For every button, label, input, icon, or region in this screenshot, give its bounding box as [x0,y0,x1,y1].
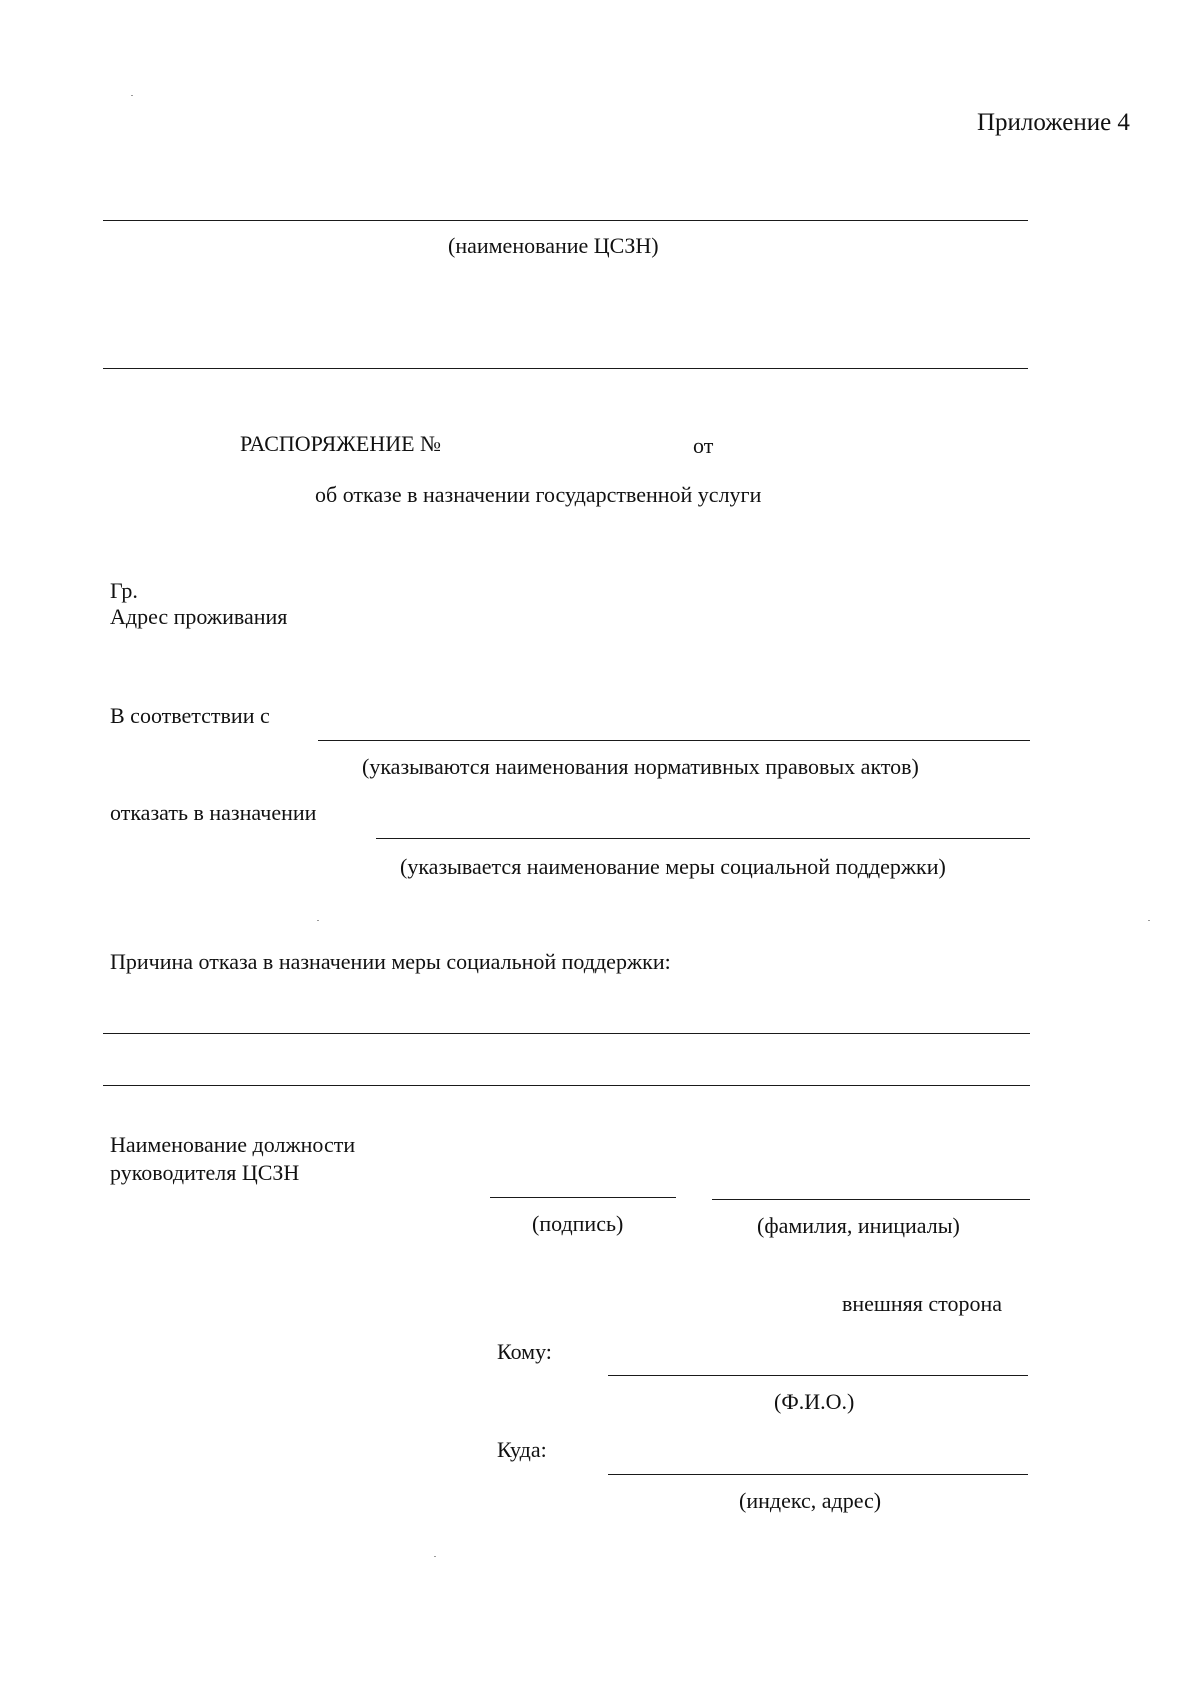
org-second-line[interactable] [103,368,1028,369]
where-line[interactable] [608,1474,1028,1475]
position-line-1: Наименование должности [110,1132,356,1157]
signature-caption: (подпись) [532,1211,624,1236]
signature-line[interactable] [490,1197,676,1198]
reason-label: Причина отказа в назначении меры социальной поддержки: [110,949,671,974]
reason-line-2[interactable] [103,1085,1030,1086]
scan-speck [1148,920,1150,921]
name-caption: (фамилия, инициалы) [757,1213,960,1238]
refusal-label: отказать в назначении [110,800,317,825]
where-caption: (индекс, адрес) [739,1488,882,1513]
to-label: Кому: [497,1339,552,1364]
refusal-line[interactable] [376,838,1030,839]
reason-line-1[interactable] [103,1033,1030,1034]
scan-speck [131,95,133,96]
scan-speck [434,1556,436,1557]
order-title: РАСПОРЯЖЕНИЕ № [240,431,442,456]
to-line[interactable] [608,1375,1028,1376]
refusal-caption: (указывается наименование меры социальной поддержки) [400,854,946,879]
org-name-caption: (наименование ЦСЗН) [448,233,659,258]
position-line-2: руководителя ЦСЗН [110,1160,300,1185]
appendix-label: Приложение 4 [977,109,1130,136]
citizen-prefix: Гр. [110,578,138,603]
order-date-prefix: от [693,433,714,458]
basis-line[interactable] [318,740,1030,741]
to-caption: (Ф.И.О.) [774,1389,855,1414]
basis-caption: (указываются наименования нормативных правовых актов) [362,754,919,779]
scan-speck [317,920,319,921]
address-label: Адрес проживания [110,604,288,629]
order-subject: об отказе в назначении государственной услуги [315,482,762,507]
basis-label: В соответствии с [110,703,270,728]
envelope-side-label: внешняя сторона [842,1291,1003,1316]
name-line[interactable] [712,1199,1030,1200]
org-name-line[interactable] [103,220,1028,221]
where-label: Куда: [497,1437,547,1462]
